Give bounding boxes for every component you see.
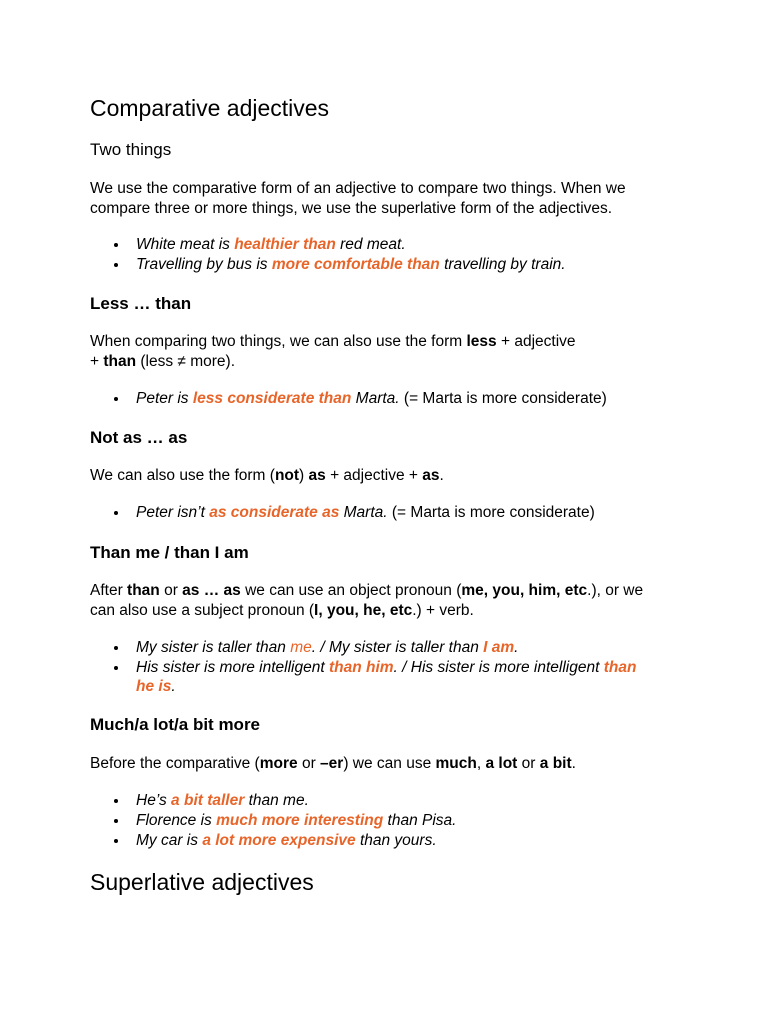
- section-heading-than-me: Than me / than I am: [90, 543, 249, 562]
- highlight-phrase: I am: [483, 639, 515, 656]
- highlight-phrase: a bit taller: [171, 792, 245, 809]
- paragraph-line: Before the comparative (more or –er) we can use much, a lot or a bit.: [90, 755, 576, 772]
- example-list-item: His sister is more intelligent than him. / His sister is more intelligent than: [136, 659, 637, 676]
- example-list-item: He’s a bit taller than me.: [136, 792, 309, 809]
- paragraph-line: can also use a subject pronoun (I, you, he, etc.) + verb.: [90, 602, 474, 619]
- section-title-superlative: Superlative adjectives: [90, 869, 314, 895]
- paragraph-line: We can also use the form (not) as + adjective + as.: [90, 467, 444, 484]
- section-heading-not-as: Not as … as: [90, 428, 188, 447]
- example-list-item: White meat is healthier than red meat.: [136, 236, 406, 253]
- example-list-item: My sister is taller than me. / My sister is taller than I am.: [136, 639, 519, 656]
- highlight-phrase: much more interesting: [216, 812, 384, 829]
- paragraph-line: When comparing two things, we can also use the form less + adjective: [90, 333, 576, 350]
- paragraph-line: compare three or more things, we use the superlative form of the adjectives.: [90, 200, 613, 217]
- example-list-item: Florence is much more interesting than Pisa.: [136, 812, 457, 829]
- highlight-phrase: a lot more expensive: [202, 832, 356, 849]
- example-list-item: Travelling by bus is more comfortable than travelling by train.: [136, 256, 566, 273]
- highlight-phrase: than him: [328, 659, 394, 676]
- section-heading-two-things: Two things: [90, 140, 172, 159]
- highlight-phrase: more comfortable than: [271, 256, 440, 273]
- highlight-phrase: less considerate than: [192, 390, 352, 407]
- highlight-phrase: me: [290, 639, 312, 656]
- example-list-item: Peter is less considerate than Marta. (= Marta is more considerate): [136, 390, 607, 407]
- section-heading-much-more: Much/a lot/a bit more: [90, 715, 261, 734]
- page-title: Comparative adjectives: [90, 95, 330, 121]
- highlight-phrase: healthier than: [234, 236, 336, 253]
- example-list-item-continuation: he is.: [136, 678, 176, 695]
- highlight-phrase: than: [603, 659, 637, 676]
- section-heading-less-than: Less … than: [90, 294, 192, 313]
- example-list-item: Peter isn’t as considerate as Marta. (= Marta is more considerate): [136, 504, 595, 521]
- paragraph-line: After than or as … as we can use an object pronoun (me, you, him, etc.), or we: [90, 582, 644, 599]
- example-list-item: My car is a lot more expensive than yours.: [136, 832, 437, 849]
- highlight-phrase: as considerate as: [209, 504, 340, 521]
- paragraph-line: We use the comparative form of an adjective to compare two things. When we: [90, 180, 626, 197]
- paragraph-line: + than (less ≠ more).: [90, 353, 236, 370]
- highlight-phrase: he is: [136, 678, 172, 695]
